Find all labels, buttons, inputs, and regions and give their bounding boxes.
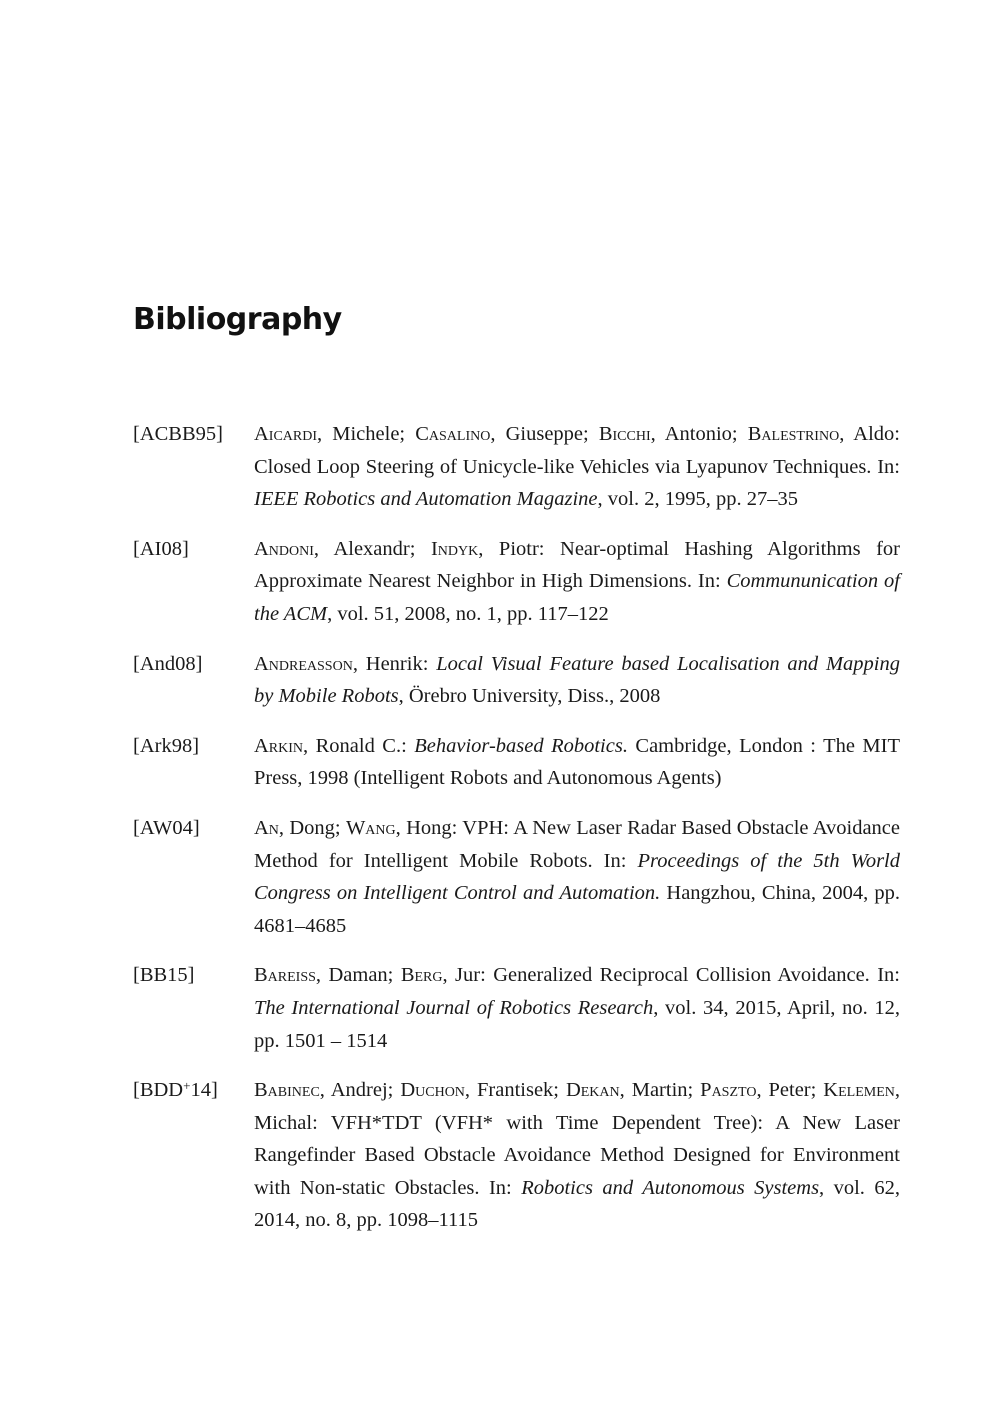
citation-key: [BDD+14] (133, 1078, 218, 1102)
bib-entry (133, 418, 900, 516)
reference-text: An, Dong; Wang, Hong: VPH: A New Laser Radar Based Obstacle Avoidance Method for Intelligent Mobile Robots. In: Proceedings of the 5th World Congress on Intelligent Control and Automation. Hangzhou, China, 2004, pp. 4681–4685 (254, 816, 901, 937)
reference-text: Bareiss, Daman; Berg, Jur: Generalized Reciprocal Collision Avoidance. In: The International Journal of Robotics Research, vol. 34, 2015, April, no. 12, pp. 1501 – 1514 (254, 964, 900, 1052)
bib-entry (133, 648, 900, 713)
bib-entry (133, 959, 900, 1057)
bib-entry (133, 730, 900, 795)
bib-entry (133, 1074, 900, 1237)
reference-text: Aicardi, Michele; Casalino, Giuseppe; Bicchi, Antonio; Balestrino, Aldo: Closed Loop Steering of Unicycle-like Vehicles via Lyapunov Techniques. In: IEEE Robotics and Automation Magazine, vol. 2, 1995, pp. 27–35 (254, 423, 900, 511)
reference-text: Andoni, Alexandr; Indyk, Piotr: Near-optimal Hashing Algorithms for Approximate Nearest Neighbor in High Dimensions. In: Commununication of the ACM, vol. 51, 2008, no. 1, pp. 117–122 (254, 537, 900, 625)
page-title: Bibliography (133, 302, 342, 337)
bib-entry (133, 533, 900, 631)
citation-key: [Ark98] (133, 734, 200, 757)
reference-text: Andreasson, Henrik: Local Visual Feature based Localisation and Mapping by Mobile Robots, Örebro University, Diss., 2008 (254, 652, 900, 708)
reference-text: Babinec, Andrej; Duchon, Frantisek; Dekan, Martin; Paszto, Peter; Kelemen, Michal: VFH*TDT (VFH* with Time Dependent Tree): A New Laser Rangefinder Based Obstacle Avoidance Method Designed for Environment with Non-static Obstacles. In: Robotics and Autonomous Systems, vol. 62, 2014, no. 8, pp. 1098–1115 (254, 1079, 900, 1232)
citation-key: [BB15] (133, 964, 195, 987)
reference-text: Arkin, Ronald C.: Behavior-based Robotics. Cambridge, London : The MIT Press, 1998 (Intelligent Robots and Autonomous Agents) (254, 734, 900, 790)
bibliography-list (133, 418, 900, 1254)
citation-key: [ACBB95] (133, 423, 223, 445)
citation-key: [AI08] (133, 537, 189, 560)
citation-key: [And08] (133, 652, 203, 675)
bib-entry (133, 812, 900, 942)
citation-key: [AW04] (133, 816, 200, 839)
